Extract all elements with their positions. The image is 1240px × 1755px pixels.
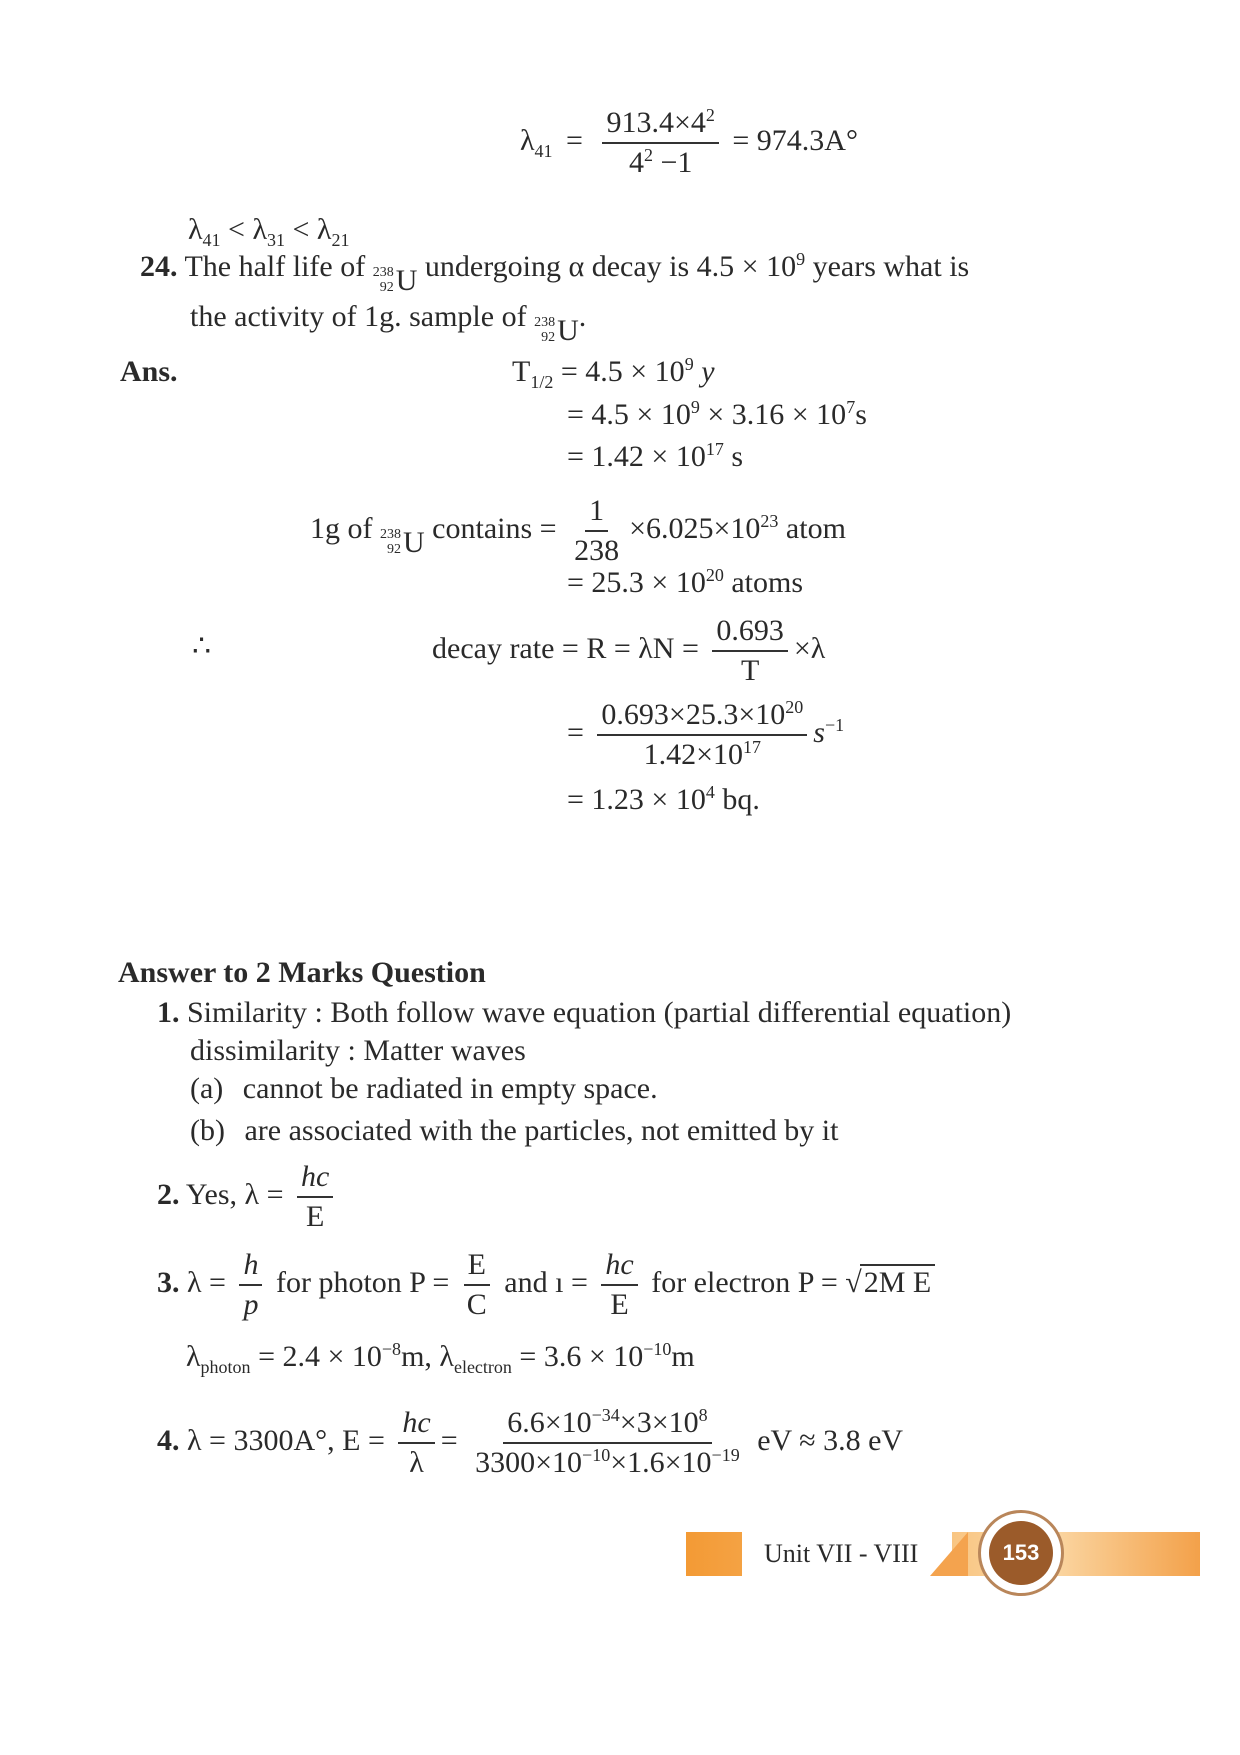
item-3-a: λ = (187, 1265, 226, 1299)
item-1a (190, 1074, 658, 1104)
l2-photon-value: = 2.4 × 10 (258, 1340, 382, 1373)
q24-text-a: The half life of (184, 250, 366, 283)
decay-fraction (712, 616, 788, 686)
ineq-s1: 41 (202, 230, 221, 250)
one-over-238 (570, 496, 623, 566)
iso-z-3: 92 (387, 541, 401, 557)
item-1 (157, 998, 1011, 1028)
p-den: p (243, 1288, 259, 1321)
item-1b-text: are associated with the particles, not emitted by it (244, 1114, 839, 1147)
decay-calc-num-exp: 20 (785, 697, 804, 717)
q24-text-c: years what is (812, 250, 970, 283)
l2-photon-exp: −8 (381, 1339, 402, 1359)
decay-calc-line (567, 697, 845, 771)
answer-label: Ans. (120, 355, 178, 388)
lambda-41-result: = 974.3A° (732, 123, 858, 157)
decay-rest: ×λ (793, 631, 826, 665)
lambda-41-fraction (602, 105, 718, 179)
i4-eq: = (440, 1423, 458, 1457)
hc-over-lambda (398, 1408, 434, 1478)
contains-line (310, 496, 846, 566)
sqrt-content: 2M E (860, 1264, 936, 1299)
lambda-symbol: λ (520, 123, 535, 157)
item-1b (190, 1116, 838, 1146)
fraction-denominator (625, 144, 696, 178)
l2-exp1: 9 (690, 397, 700, 417)
ed-exp2: −19 (711, 1445, 740, 1465)
item-1-number: 1. (157, 996, 180, 1029)
l2-lambda: λ (186, 1340, 201, 1373)
item-4-number: 4. (157, 1423, 180, 1457)
item-3-line2 (186, 1339, 695, 1377)
l2-b: × 3.16 × 10 (707, 398, 847, 431)
equals-sign: = (566, 123, 583, 157)
l2-c: m, λ (401, 1340, 454, 1373)
iso-sym: U (395, 263, 418, 297)
q24-exp: 9 (796, 249, 806, 269)
en-exp1: −34 (591, 1405, 620, 1425)
hc-over-e-2 (601, 1250, 637, 1320)
hc-over-e (297, 1162, 333, 1232)
footer-unit-label: Unit VII - VIII (764, 1539, 919, 1568)
item-4-a: λ = 3300A°, E = (187, 1423, 385, 1457)
q24-text-b: undergoing α decay is 4.5 × 10 (424, 250, 797, 283)
l2-a: = 4.5 × 10 (567, 398, 691, 431)
hc-num-2: hc (601, 1250, 637, 1286)
atoms-unit: atoms (731, 566, 804, 599)
l2-e: m (671, 1340, 695, 1373)
ed-exp1: −10 (582, 1445, 611, 1465)
l2-sub-electron: electron (453, 1357, 512, 1377)
uranium-isotope-3 (380, 525, 425, 559)
atoms-line (567, 565, 804, 599)
iso-z-2: 92 (541, 329, 556, 345)
final-unit: bq. (722, 783, 760, 816)
frac-den: 238 (574, 534, 620, 567)
l3-value: = 1.42 × 10 (567, 440, 706, 473)
l2-electron-value: = 3.6 × 10 (519, 1340, 644, 1373)
h-num: h (239, 1250, 262, 1286)
question-24-line1 (140, 249, 970, 297)
decay-calc-num-a: 0.693×25.3×10 (601, 698, 786, 731)
ineq-s2: 31 (267, 230, 286, 250)
item-2 (157, 1162, 339, 1232)
t-half-unit: y (701, 355, 715, 388)
den-exp: 2 (643, 145, 653, 165)
decay-calc-den-exp: 17 (743, 737, 762, 757)
atoms-value: = 25.3 × 10 (567, 566, 706, 599)
t-half-line-2 (567, 397, 867, 431)
c-den: C (466, 1288, 487, 1321)
fraction-numerator (602, 105, 718, 144)
frac-num: 1 (585, 496, 608, 532)
item-1b-label: (b) (190, 1114, 225, 1147)
q24-period: . (578, 300, 587, 333)
e-num: E (464, 1250, 490, 1286)
energy-den (471, 1444, 744, 1478)
l3-exp: 17 (705, 439, 724, 459)
t-half-symbol: T (512, 355, 531, 388)
ineq-l1: λ (188, 213, 203, 246)
uranium-isotope-2 (534, 313, 579, 347)
final-value: = 1.23 × 10 (567, 783, 706, 816)
contains-b: contains = (432, 511, 557, 545)
lambda-sub: 41 (534, 140, 553, 161)
q24-line2-text: the activity of 1g. sample of (190, 300, 527, 333)
ed-b: ×1.6×10 (610, 1446, 712, 1479)
l2-unit: s (855, 398, 867, 431)
i4-hc: hc (398, 1408, 434, 1444)
iso-z: 92 (379, 279, 394, 295)
i4-lambda: λ (409, 1446, 424, 1479)
t-half-line-3 (567, 439, 744, 473)
contains-a: 1g of (310, 511, 373, 545)
decay-calc-fraction (597, 697, 807, 771)
item-3-b: for photon P = (275, 1265, 450, 1299)
question-number: 24. (140, 250, 178, 283)
section-heading: Answer to 2 Marks Question (118, 956, 486, 989)
iso-mass-2: 238 (534, 315, 556, 330)
ineq-s3: 21 (331, 230, 350, 250)
decay-rate-line (432, 616, 825, 686)
item-2-text: Yes, λ = (185, 1177, 284, 1211)
en-b: ×3×10 (619, 1406, 699, 1439)
item-3-d: for electron P = (651, 1265, 838, 1299)
ed-a: 3300×10 (475, 1446, 583, 1479)
num-text: 913.4×4 (606, 106, 706, 139)
l2-electron-exp: −10 (643, 1339, 672, 1359)
den-base: 4 (628, 146, 644, 179)
e-den-2: E (610, 1288, 629, 1321)
t-half-exp: 9 (684, 354, 694, 374)
item-1a-label: (a) (190, 1072, 224, 1105)
uranium-isotope (372, 263, 418, 297)
contains-unit: atom (785, 511, 846, 545)
lambda-41-equation (520, 105, 858, 179)
footer-slash (930, 1532, 968, 1576)
hc-num: hc (297, 1162, 333, 1198)
item-4-result: eV ≈ 3.8 eV (757, 1423, 904, 1457)
final-exp: 4 (705, 782, 715, 802)
energy-fraction (471, 1405, 744, 1479)
final-activity-line (567, 782, 760, 816)
h-over-p (239, 1250, 262, 1320)
item-3 (157, 1250, 935, 1320)
item-1-text: Similarity : Both follow wave equation (partial differential equation) (187, 996, 1012, 1029)
decay-calc-unit: s (813, 715, 825, 749)
ineq-l3: < λ (292, 213, 332, 246)
atoms-exp: 20 (705, 565, 724, 585)
contains-exp: 23 (760, 510, 779, 531)
energy-num (503, 1405, 711, 1444)
decay-calc-den-a: 1.42×10 (643, 738, 744, 771)
therefore-symbol: ∴ (192, 630, 212, 663)
decay-den: T (740, 654, 760, 687)
iso-sym-2: U (557, 313, 579, 347)
iso-mass: 238 (372, 265, 394, 280)
iso-sym-3: U (403, 525, 425, 559)
l3-unit: s (731, 440, 744, 473)
item-1-line2: dissimilarity : Matter waves (190, 1034, 526, 1067)
item-1a-text: cannot be radiated in empty space. (242, 1072, 658, 1105)
t-half-sub: 1/2 (530, 372, 554, 392)
decay-calc-eq: = (567, 715, 584, 749)
item-4 (157, 1405, 904, 1479)
lambda-inequality (188, 213, 350, 250)
e-den: E (306, 1200, 325, 1233)
sqrt-sign: √ (845, 1265, 862, 1299)
e-over-c (463, 1250, 491, 1320)
iso-mass-3: 238 (380, 526, 401, 542)
contains-rest: ×6.025×10 (629, 511, 761, 545)
decay-calc-den (640, 736, 765, 770)
item-3-c: and ı = (504, 1265, 588, 1299)
num-exp: 2 (705, 105, 715, 125)
den-minus: −1 (660, 146, 693, 179)
l2-exp2: 7 (846, 397, 856, 417)
t-half-value: = 4.5 × 10 (560, 355, 685, 388)
l2-sub-photon: photon (200, 1357, 251, 1377)
page-number: 153 (989, 1521, 1053, 1585)
decay-lhs: decay rate = R = λN = (432, 631, 699, 665)
ineq-l2: < λ (228, 213, 268, 246)
question-24-line2 (190, 302, 586, 346)
en-exp2: 8 (698, 1405, 708, 1425)
page-number-badge (978, 1510, 1064, 1596)
decay-calc-unit-exp: −1 (824, 714, 845, 735)
decay-num: 0.693 (712, 616, 788, 652)
decay-calc-num (597, 697, 807, 736)
item-2-number: 2. (157, 1177, 180, 1211)
t-half-line (512, 354, 715, 392)
en-a: 6.6×10 (507, 1406, 592, 1439)
item-3-number: 3. (157, 1265, 180, 1299)
